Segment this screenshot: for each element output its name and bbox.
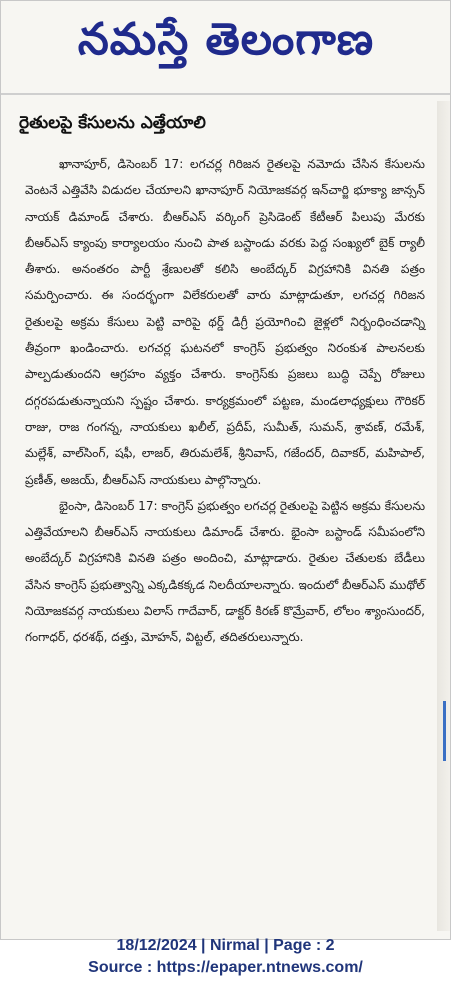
footer-source: Source : https://epaper.ntnews.com/ — [88, 959, 363, 976]
article-paragraph: ఖానాపూర్, డిసెంబర్ 17: లగచర్ల గిరిజన రైతలపై నమోదు చేసిన కేసులను వెంటనే ఎత్తివేసి విడుదల చేయాలని ఖానాపూర్ నియోజకవర్గ ఇన్‌చార్జి భూక్యా జాన్సన్ నాయక్ డిమాండ్ చేశారు. బీఆర్ఎస్ వర్కింగ్ ప్రెసిడెంట్ కేటీఆర్ పిలుపు మేరకు బీఆర్ఎస్ క్యాంపు కార్యాలయం నుంచి పాత బస్టాండు వరకు పెద్ద సంఖ్యలో బైక్ ర్యాలీ తీశారు. అనంతరం పార్టీ శ్రేణులతో కలిసి అంబేద్కర్ విగ్రహానికి వినతి పత్రం సమర్పించారు. ఈ సందర్భంగా విలేకరులతో వారు మాట్లాడుతూ, లగచర్ల గిరిజన రైతులపై అక్రమ కేసులు పెట్టి వారిపై థర్డ్ డిగ్రీ ప్రయోగించి జైళ్లలో నిర్బంధించడాన్ని తీవ్రంగా ఖండించారు. లగచర్ల ఘటనలో కాంగ్రెస్ ప్రభుత్వం నిరంకుశ పాలనలకు పాల్పడుతుందని ఆగ్రహం వ్యక్తం చేశారు. కాంగ్రెస్‌కు ప్రజలు బుద్ధి చెప్పే రోజులు దగ్గరపడుతున్నాయని స్పష్టం చేశారు. కార్యక్రమంలో పట్టణ, మండలాధ్యక్షులు గౌరికర్ రాజు, రాజ గంగన్న, నాయకులు ఖలీల్, ప్రదీప్, సుమీత్, సుమన్, శ్రావణ్, రమేశ్, మల్లేశ్, వాల్‌సింగ్, షఫీ, లాజర్, తిరుమలేశ్, శ్రీనివాస్, గజేందర్, దివాకర్, మహిపాల్, ప్రణీత్, అజయ్, బీఆర్ఎస్ నాయకులు పాల్గొన్నారు. — [25, 157, 425, 487]
article-headline: రైతులపై కేసులను ఎత్తేయాలి — [19, 113, 206, 133]
adjacent-column-edge — [437, 101, 451, 931]
footer-date-edition: 18/12/2024 | Nirmal | Page : 2 — [116, 937, 335, 954]
masthead-logo-text: నమస్తే తెలంగాణ — [77, 14, 375, 65]
article-paragraph: భైంసా, డిసెంబర్ 17: కాంగ్రెస్ ప్రభుత్వం లగచర్ల రైతులపై పెట్టిన అక్రమ కేసులను ఎత్తివేయాలని బీఆర్ఎస్ నాయకులు డిమాండ్ చేశారు. భైంసా బస్టాండ్ సమీపంలోని అంబేద్కర్ విగ్రహానికి వినతి పత్రం అందించి, మాట్లాడారు. రైతుల చేతులకు బేడీలు వేసిన కాంగ్రెస్ ప్రభుత్వాన్ని ఎక్కడికక్కడ నిలదీయాలన్నారు. ఇందులో బీఆర్ఎస్ ముథోల్ నియోజకవర్గ నాయకులు విలాస్ గాదేవార్, డాక్టర్ కిరణ్ కొమ్రేవార్, లోలం శ్యాంసుందర్, గంగాధర్, ధరశథ్, దత్తు, మోహన్, విట్టల్, తదితరులున్నారు. — [25, 498, 425, 645]
clipping-footer — [0, 935, 451, 979]
article-body — [25, 151, 425, 651]
masthead-divider — [1, 93, 451, 95]
adjacent-column-mark — [443, 701, 446, 761]
newspaper-masthead — [26, 9, 426, 81]
